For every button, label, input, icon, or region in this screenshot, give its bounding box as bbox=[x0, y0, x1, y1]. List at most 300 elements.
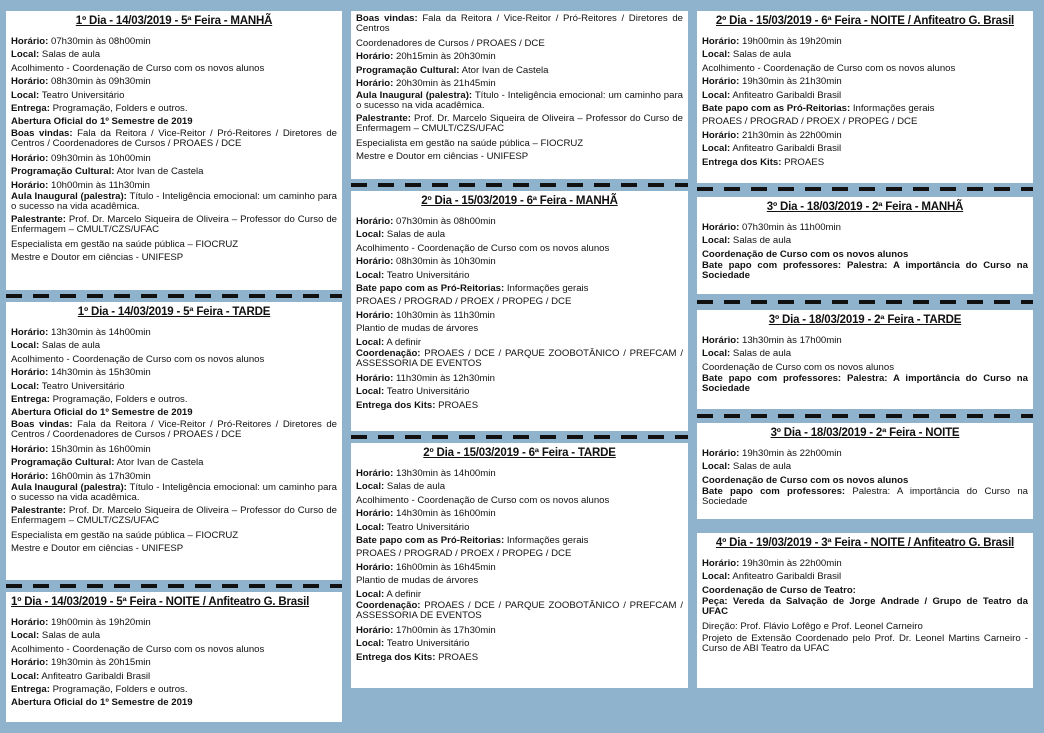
line-label: Local: bbox=[356, 336, 385, 348]
line-text: Especialista em gestão na saúde pública – FIOCRUZ bbox=[11, 530, 239, 542]
line-label: Local: bbox=[702, 49, 731, 61]
line-label: Horário: bbox=[356, 309, 394, 321]
line-text: Ator Ivan de Castela bbox=[114, 166, 204, 178]
schedule-line bbox=[356, 50, 683, 63]
schedule-line bbox=[356, 114, 683, 134]
line-label: Local: bbox=[11, 340, 40, 352]
line-label: Entrega dos Kits: bbox=[356, 651, 436, 663]
line-label: Horário: bbox=[11, 443, 49, 455]
line-text: Teatro Universitário bbox=[384, 269, 470, 281]
schedule-line bbox=[356, 295, 683, 308]
schedule-line bbox=[11, 115, 337, 128]
panel-title: 3º Dia - 18/03/2019 - 2ª Feira - TARDE bbox=[768, 314, 962, 326]
line-text: Anfiteatro Garibaldi Brasil bbox=[39, 670, 151, 682]
line-text: 19h30min às 20h15min bbox=[48, 657, 151, 669]
line-label: Local: bbox=[11, 89, 40, 101]
panel-day3-night bbox=[697, 423, 1033, 519]
schedule-line bbox=[11, 683, 337, 696]
line-text: 07h30min às 08h00min bbox=[393, 216, 496, 227]
schedule-line bbox=[11, 366, 337, 379]
line-label: Bate papo com as Pró-Reitorias: bbox=[356, 535, 505, 547]
schedule-line bbox=[702, 557, 1028, 570]
line-label: Horário: bbox=[356, 373, 394, 385]
panel-day1-afternoon bbox=[6, 302, 342, 580]
schedule-line bbox=[702, 129, 1028, 142]
line-text: 15h30min às 16h00min bbox=[48, 443, 151, 455]
line-label: Abertura Oficial do 1º Semestre de 2019 bbox=[11, 697, 193, 709]
line-label: Horário: bbox=[702, 36, 740, 47]
line-text: Teatro Universitário bbox=[39, 89, 125, 101]
schedule-line bbox=[702, 89, 1028, 102]
schedule-line bbox=[702, 234, 1028, 247]
schedule-line bbox=[11, 326, 337, 339]
schedule-line bbox=[702, 447, 1028, 460]
line-text: Salas de aula bbox=[384, 229, 446, 241]
line-text: 16h00min às 17h30min bbox=[48, 470, 151, 482]
line-text: Acolhimento - Coordenação de Curso com os novos alunos bbox=[702, 62, 956, 74]
line-label: Horário: bbox=[702, 222, 740, 233]
line-text: 13h30min às 14h00min bbox=[48, 327, 151, 338]
schedule-line bbox=[11, 656, 337, 669]
line-label: Aula Inaugural (palestra): bbox=[11, 482, 127, 494]
panel-day3-morning bbox=[697, 197, 1033, 294]
schedule-line bbox=[702, 487, 1028, 507]
line-label: Horário: bbox=[11, 657, 49, 669]
panel-day4-night bbox=[697, 533, 1033, 688]
schedule-line bbox=[11, 456, 337, 469]
line-label: Boas vindas: bbox=[356, 13, 418, 24]
line-label: Horário: bbox=[702, 558, 740, 569]
line-text: PROAES bbox=[435, 399, 479, 411]
schedule-line bbox=[11, 62, 337, 75]
line-text: Salas de aula bbox=[730, 461, 792, 473]
schedule-line bbox=[356, 150, 683, 163]
line-label: Entrega dos Kits: bbox=[356, 399, 436, 411]
line-text: Fala da Reitora / Vice-Reitor / Pró-Reitores / Diretores de Centros / Coordenadores de Cursos / PROAES / DCE bbox=[11, 418, 337, 440]
line-text: Prof. Dr. Marcelo Siqueira de Oliveira – Professor do Curso de Enfermagem – CMULT/CZS/UFAC bbox=[11, 214, 337, 236]
schedule-line bbox=[356, 547, 683, 560]
line-text: Informações gerais bbox=[504, 283, 589, 295]
line-text: 10h30min às 11h30min bbox=[393, 309, 496, 321]
line-label: Local: bbox=[11, 380, 40, 392]
schedule-line bbox=[11, 35, 337, 48]
line-label: Local: bbox=[702, 461, 731, 473]
schedule-line bbox=[356, 521, 683, 534]
schedule-line bbox=[11, 48, 337, 61]
panel-day3-afternoon bbox=[697, 310, 1033, 409]
line-text: Prof. Dr. Marcelo Siqueira de Oliveira – Professor do Curso de Enfermagem – CMULT/CZS/UFAC bbox=[356, 112, 683, 134]
line-label: Bate papo com professores: Palestra: A importância do Curso na Sociedade bbox=[702, 260, 1028, 282]
schedule-line bbox=[356, 574, 683, 587]
schedule-line bbox=[11, 483, 337, 503]
line-text: Programação, Folders e outros. bbox=[49, 103, 188, 115]
line-text: Mestre e Doutor em ciências - UNIFESP bbox=[11, 252, 184, 264]
schedule-line bbox=[702, 261, 1028, 281]
line-label: Local: bbox=[356, 229, 385, 241]
line-label: Entrega: bbox=[11, 103, 50, 115]
schedule-line bbox=[356, 137, 683, 150]
schedule-line bbox=[356, 269, 683, 282]
schedule-line bbox=[702, 597, 1028, 617]
line-text: Mestre e Doutor em ciências - UNIFESP bbox=[11, 543, 184, 555]
schedule-line bbox=[11, 629, 337, 642]
line-text: Projeto de Extensão Coordenado pelo Prof. Dr. Leonel Martins Carneiro - Curso de ABI Teatro da UFAC bbox=[702, 632, 1028, 654]
schedule-line bbox=[356, 64, 683, 77]
schedule-line bbox=[702, 474, 1028, 487]
schedule-line bbox=[356, 37, 683, 50]
line-label: Local: bbox=[11, 670, 40, 682]
panel-title: 2º Dia - 15/03/2019 - 6ª Feira - MANHÃ bbox=[421, 195, 618, 207]
dashed-divider bbox=[351, 183, 688, 187]
line-label: Abertura Oficial do 1º Semestre de 2019 bbox=[11, 116, 193, 128]
line-label: Horário: bbox=[11, 179, 49, 191]
line-label: Local: bbox=[356, 638, 385, 650]
schedule-line bbox=[356, 349, 683, 369]
line-label: Local: bbox=[702, 571, 731, 583]
line-text: 10h00min às 11h30min bbox=[48, 179, 151, 191]
line-label: Horário: bbox=[356, 468, 394, 479]
dashed-divider bbox=[697, 187, 1033, 191]
schedule-line bbox=[11, 102, 337, 115]
line-label: Horário: bbox=[11, 36, 49, 47]
schedule-line bbox=[356, 637, 683, 650]
schedule-line bbox=[356, 601, 683, 621]
line-text: Acolhimento - Coordenação de Curso com os novos alunos bbox=[356, 494, 610, 506]
line-label: Horário: bbox=[356, 256, 394, 268]
schedule-line bbox=[356, 242, 683, 255]
line-text: Teatro Universitário bbox=[39, 380, 125, 392]
schedule-line bbox=[11, 393, 337, 406]
line-label: Horário: bbox=[11, 152, 49, 164]
line-label: Entrega dos Kits: bbox=[702, 156, 782, 168]
line-label: Bate papo com professores: Palestra: A importância do Curso na Sociedade bbox=[702, 373, 1028, 395]
schedule-line bbox=[11, 179, 337, 192]
schedule-line bbox=[11, 339, 337, 352]
schedule-line bbox=[702, 115, 1028, 128]
line-text: Programação, Folders e outros. bbox=[49, 394, 188, 406]
line-label: Palestrante: bbox=[356, 112, 411, 124]
line-text: Acolhimento - Coordenação de Curso com os novos alunos bbox=[356, 242, 610, 254]
line-label: Local: bbox=[702, 143, 731, 155]
panel-title: 4º Dia - 19/03/2019 - 3ª Feira - NOITE / Anfiteatro G. Brasil bbox=[715, 537, 1015, 549]
panel-day1-morning bbox=[6, 11, 342, 290]
line-text: Prof. Dr. Marcelo Siqueira de Oliveira – Professor do Curso de Enfermagem – CMULT/CZS/UFAC bbox=[11, 505, 337, 527]
line-label: Programação Cultural: bbox=[11, 166, 115, 178]
line-text: Coordenadores de Cursos / PROAES / DCE bbox=[356, 38, 545, 49]
schedule-line bbox=[11, 696, 337, 709]
panel-day1-night-continued bbox=[351, 11, 688, 179]
line-label: Coordenação de Curso com os novos alunos bbox=[702, 248, 909, 260]
line-label: Horário: bbox=[11, 76, 49, 88]
schedule-line bbox=[11, 89, 337, 102]
schedule-line bbox=[702, 347, 1028, 360]
schedule-line bbox=[702, 48, 1028, 61]
schedule-line bbox=[702, 334, 1028, 347]
line-text: 13h30min às 14h00min bbox=[393, 468, 496, 479]
schedule-line bbox=[702, 634, 1028, 654]
line-label: Entrega: bbox=[11, 684, 50, 696]
dashed-divider bbox=[351, 435, 688, 439]
line-text: 07h30min às 11h00min bbox=[739, 222, 842, 233]
line-text: 21h30min às 22h00min bbox=[739, 129, 842, 141]
schedule-line bbox=[356, 282, 683, 295]
line-text: Direção: Prof. Flávio Lofêgo e Prof. Leonel Carneiro bbox=[702, 621, 923, 633]
line-text: 08h30min às 09h30min bbox=[48, 76, 151, 88]
line-text: Acolhimento - Coordenação de Curso com os novos alunos bbox=[11, 62, 265, 74]
line-text: Plantio de mudas de árvores bbox=[356, 323, 479, 335]
schedule-line bbox=[11, 406, 337, 419]
line-text: Informações gerais bbox=[504, 535, 589, 547]
line-label: Horário: bbox=[702, 76, 740, 88]
schedule-line bbox=[702, 570, 1028, 583]
schedule-line bbox=[702, 156, 1028, 169]
line-text: Salas de aula bbox=[39, 340, 101, 352]
line-text: Acolhimento - Coordenação de Curso com os novos alunos bbox=[11, 353, 265, 365]
line-label: Local: bbox=[11, 630, 40, 642]
schedule-line bbox=[11, 506, 337, 526]
line-label: Peça: Vereda da Salvação de Jorge Andrade / Grupo de Teatro da UFAC bbox=[702, 596, 1028, 618]
line-text: Especialista em gestão na saúde pública – FIOCRUZ bbox=[356, 137, 584, 149]
panel-title: 1º Dia - 14/03/2019 - 5ª Feira - TARDE bbox=[77, 306, 271, 318]
schedule-line bbox=[702, 460, 1028, 473]
schedule-line bbox=[11, 529, 337, 542]
schedule-line bbox=[11, 643, 337, 656]
schedule-line bbox=[702, 584, 1028, 597]
schedule-line bbox=[356, 215, 683, 228]
line-label: Horário: bbox=[356, 508, 394, 520]
schedule-line bbox=[702, 374, 1028, 394]
schedule-line bbox=[11, 353, 337, 366]
line-text: Informações gerais bbox=[850, 103, 935, 115]
schedule-line bbox=[11, 192, 337, 212]
schedule-line bbox=[702, 620, 1028, 633]
line-text: 17h00min às 17h30min bbox=[393, 625, 496, 637]
line-text: Salas de aula bbox=[730, 348, 792, 360]
line-text: 19h30min às 22h00min bbox=[739, 448, 842, 459]
schedule-line bbox=[356, 480, 683, 493]
line-label: Coordenação de Curso de Teatro: bbox=[702, 584, 856, 596]
line-label: Horário: bbox=[702, 448, 740, 459]
line-text: Salas de aula bbox=[730, 49, 792, 61]
line-text: A definir bbox=[384, 336, 422, 348]
line-text: Especialista em gestão na saúde pública – FIOCRUZ bbox=[11, 239, 239, 251]
line-label: Horário: bbox=[356, 625, 394, 637]
schedule-line bbox=[356, 534, 683, 547]
schedule-line bbox=[702, 102, 1028, 115]
line-text: 08h30min às 10h30min bbox=[393, 256, 496, 268]
line-label: Local: bbox=[702, 89, 731, 101]
schedule-line bbox=[356, 336, 683, 349]
line-label: Local: bbox=[356, 588, 385, 600]
line-label: Local: bbox=[356, 481, 385, 493]
line-label: Abertura Oficial do 1º Semestre de 2019 bbox=[11, 407, 193, 419]
line-text: 09h30min às 10h00min bbox=[48, 152, 151, 164]
panel-title: 3º Dia - 18/03/2019 - 2ª Feira - NOITE bbox=[770, 427, 960, 439]
line-text: PROAES / DCE / PARQUE ZOOBOTÂNICO / PREFCAM / ASSESSORIA DE EVENTOS bbox=[356, 600, 683, 622]
line-text: 11h30min às 12h30min bbox=[393, 373, 496, 385]
schedule-line bbox=[11, 420, 337, 440]
line-text: Palestra: A importância do Curso na Sociedade bbox=[702, 486, 1028, 508]
line-label: Local: bbox=[356, 521, 385, 533]
line-text: PROAES / PROGRAD / PROEX / PROPEG / DCE bbox=[702, 116, 918, 128]
line-text: Teatro Universitário bbox=[384, 386, 470, 398]
panel-title: 2º Dia - 15/03/2019 - 6ª Feira - NOITE / Anfiteatro G. Brasil bbox=[715, 15, 1015, 27]
line-text: 07h30min às 08h00min bbox=[48, 36, 151, 47]
schedule-line bbox=[702, 35, 1028, 48]
schedule-line bbox=[356, 399, 683, 412]
line-label: Bate papo com as Pró-Reitorias: bbox=[356, 283, 505, 295]
line-text: Salas de aula bbox=[384, 481, 446, 493]
line-text: 20h30min às 21h45min bbox=[393, 78, 496, 90]
line-label: Local: bbox=[356, 269, 385, 281]
line-label: Horário: bbox=[356, 51, 394, 63]
schedule-line bbox=[356, 624, 683, 637]
line-text: Acolhimento - Coordenação de Curso com os novos alunos bbox=[11, 643, 265, 655]
line-text: 14h30min às 16h00min bbox=[393, 508, 496, 520]
schedule-line bbox=[702, 62, 1028, 75]
line-text: Teatro Universitário bbox=[384, 638, 470, 650]
line-text: Salas de aula bbox=[730, 235, 792, 247]
schedule-line bbox=[11, 215, 337, 235]
line-label: Palestrante: bbox=[11, 214, 66, 226]
line-label: Horário: bbox=[702, 129, 740, 141]
line-text: PROAES bbox=[781, 156, 825, 168]
schedule-line bbox=[356, 77, 683, 90]
schedule-line bbox=[11, 380, 337, 393]
line-label: Horário: bbox=[356, 78, 394, 90]
line-text: Título - Inteligência emocional: um caminho para o sucesso na vida acadêmica. bbox=[356, 89, 683, 111]
schedule-line bbox=[11, 129, 337, 149]
schedule-line bbox=[356, 372, 683, 385]
line-text: PROAES bbox=[435, 651, 479, 663]
schedule-line bbox=[356, 507, 683, 520]
line-text: PROAES / PROGRAD / PROEX / PROPEG / DCE bbox=[356, 548, 572, 560]
line-label: Local: bbox=[11, 49, 40, 61]
line-text: Anfiteatro Garibaldi Brasil bbox=[730, 571, 842, 583]
line-text: Fala da Reitora / Vice-Reitor / Pró-Reitores / Diretores de Centros bbox=[356, 13, 683, 34]
schedule-line bbox=[11, 238, 337, 251]
dashed-divider bbox=[6, 294, 342, 298]
panel-title: 1º Dia - 14/03/2019 - 5ª Feira - MANHÃ bbox=[75, 15, 273, 27]
line-label: Horário: bbox=[11, 327, 49, 338]
line-text: PROAES / PROGRAD / PROEX / PROPEG / DCE bbox=[356, 296, 572, 308]
line-text: 13h30min às 17h00min bbox=[739, 335, 842, 346]
line-label: Horário: bbox=[11, 617, 49, 628]
schedule-line bbox=[702, 142, 1028, 155]
schedule-line bbox=[11, 616, 337, 629]
line-label: Programação Cultural: bbox=[356, 64, 460, 76]
line-text: Programação, Folders e outros. bbox=[49, 684, 188, 696]
line-text: A definir bbox=[384, 588, 422, 600]
line-text: Título - Inteligência emocional: um caminho para o sucesso na vida acadêmica. bbox=[11, 191, 337, 213]
schedule-line bbox=[356, 494, 683, 507]
line-text: Mestre e Doutor em ciências - UNIFESP bbox=[356, 151, 529, 163]
schedule-line bbox=[356, 228, 683, 241]
panel-title: 1º Dia - 14/03/2019 - 5ª Feira - NOITE / Anfiteatro G. Brasil bbox=[11, 596, 310, 608]
schedule-line bbox=[356, 255, 683, 268]
schedule-line bbox=[702, 248, 1028, 261]
line-text: 19h00min às 19h20min bbox=[739, 36, 842, 47]
line-text: 19h30min às 21h30min bbox=[739, 76, 842, 88]
panel-title: 3º Dia - 18/03/2019 - 2ª Feira - MANHÃ bbox=[766, 201, 964, 213]
line-text: Plantio de mudas de árvores bbox=[356, 575, 479, 587]
line-text: Fala da Reitora / Vice-Reitor / Pró-Reitores / Diretores de Centros / Coordenadores de Cursos / PROAES / DCE bbox=[11, 127, 337, 149]
schedule-line bbox=[11, 470, 337, 483]
panel-day2-night bbox=[697, 11, 1033, 183]
line-text: Salas de aula bbox=[39, 49, 101, 61]
line-text: Salas de aula bbox=[39, 630, 101, 642]
line-label: Boas vindas: bbox=[11, 418, 73, 430]
line-text: 14h30min às 15h30min bbox=[48, 367, 151, 379]
schedule-line bbox=[356, 467, 683, 480]
line-text: Coordenação de Curso com os novos alunos bbox=[702, 361, 894, 373]
line-label: Bate papo com professores: bbox=[702, 486, 846, 498]
dashed-divider bbox=[697, 300, 1033, 304]
schedule-line bbox=[702, 221, 1028, 234]
schedule-line bbox=[11, 542, 337, 555]
line-text: Ator Ivan de Castela bbox=[114, 457, 204, 469]
dashed-divider bbox=[6, 584, 342, 588]
line-label: Coordenação: bbox=[356, 348, 421, 360]
line-label: Palestrante: bbox=[11, 505, 66, 517]
line-text: Anfiteatro Garibaldi Brasil bbox=[730, 89, 842, 101]
schedule-line bbox=[356, 385, 683, 398]
panel-day2-morning bbox=[351, 191, 688, 431]
line-text: 20h15min às 20h30min bbox=[393, 51, 496, 63]
line-label: Aula Inaugural (palestra): bbox=[11, 191, 127, 203]
line-label: Aula Inaugural (palestra): bbox=[356, 89, 473, 101]
line-text: Anfiteatro Garibaldi Brasil bbox=[730, 143, 842, 155]
line-label: Horário: bbox=[11, 470, 49, 482]
line-label: Programação Cultural: bbox=[11, 457, 115, 469]
line-label: Boas vindas: bbox=[11, 127, 73, 139]
line-text: Ator Ivan de Castela bbox=[459, 64, 549, 76]
line-text: Teatro Universitário bbox=[384, 521, 470, 533]
line-text: 16h00min às 16h45min bbox=[393, 561, 496, 573]
schedule-line bbox=[702, 75, 1028, 88]
line-label: Horário: bbox=[11, 367, 49, 379]
line-label: Horário: bbox=[356, 216, 394, 227]
line-label: Coordenação de Curso com os novos alunos bbox=[702, 474, 909, 486]
schedule-line bbox=[11, 152, 337, 165]
line-label: Local: bbox=[702, 348, 731, 360]
line-label: Local: bbox=[356, 386, 385, 398]
dashed-divider bbox=[697, 414, 1033, 418]
schedule-line bbox=[11, 443, 337, 456]
panel-day1-night bbox=[6, 592, 342, 722]
line-text: 19h30min às 22h00min bbox=[739, 558, 842, 569]
line-text: PROAES / DCE / PARQUE ZOOBOTÂNICO / PREFCAM / ASSESSORIA DE EVENTOS bbox=[356, 348, 683, 370]
schedule-line bbox=[702, 361, 1028, 374]
line-label: Coordenação: bbox=[356, 600, 421, 612]
schedule-line bbox=[11, 75, 337, 88]
line-text: Título - Inteligência emocional: um caminho para o sucesso na vida acadêmica. bbox=[11, 482, 337, 504]
schedule-line bbox=[11, 670, 337, 683]
schedule-line bbox=[356, 651, 683, 664]
line-label: Entrega: bbox=[11, 394, 50, 406]
schedule-line bbox=[11, 251, 337, 264]
schedule-line bbox=[356, 14, 683, 34]
line-text: 19h00min às 19h20min bbox=[48, 617, 151, 628]
schedule-line bbox=[356, 309, 683, 322]
panel-title: 2º Dia - 15/03/2019 - 6ª Feira - TARDE bbox=[423, 447, 616, 459]
schedule-line bbox=[356, 561, 683, 574]
panel-day2-afternoon bbox=[351, 443, 688, 688]
schedule-line bbox=[11, 165, 337, 178]
line-label: Bate papo com as Pró-Reitorias: bbox=[702, 103, 851, 115]
schedule-line bbox=[356, 322, 683, 335]
line-label: Horário: bbox=[356, 561, 394, 573]
